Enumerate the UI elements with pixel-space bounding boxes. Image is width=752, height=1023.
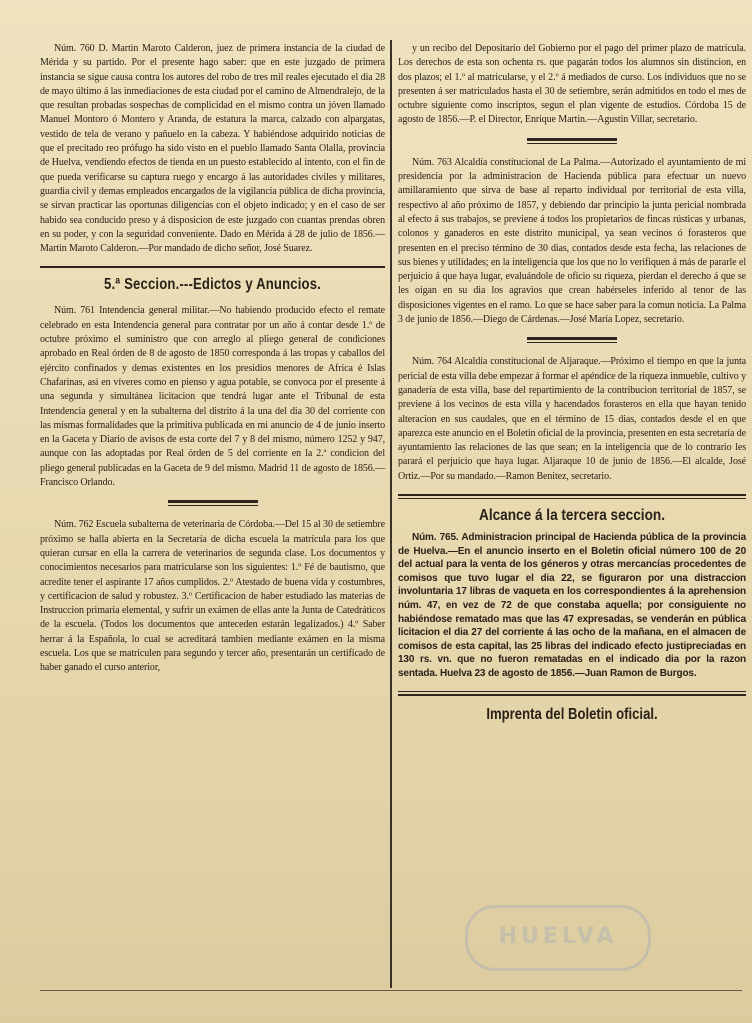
- separator-ornament: [527, 138, 617, 144]
- right-column: [398, 42, 746, 724]
- left-column: [40, 42, 385, 680]
- alcance-rule: [398, 494, 746, 499]
- separator-ornament: [527, 337, 617, 343]
- column-divider: [390, 40, 392, 988]
- entry-764: Núm. 764 Alcaldía constitucional de Aljaraque.—Próximo el tiempo en que la junta pericial de esta villa debe empezar á formar el apéndice de la riqueza inmueble, cultivo y ganadería de esta villa, base del repartimiento de la contribucion territorial de 1857, se previene á los vecinos de esta villa y hacendados forasteros en ella que hayan tenido alteracion en sus caudales, que en el término de 15 dias, contados desde el en que aparezca este anuncio en el Boletin oficial de la provincia, presenten en esta secretaría de ayuntamiento las relaciones de las que sean; en la inteligencia que de lo contrario les parará el perjuicio que haya lugar. Aljaraque 10 de junio de 1856.—El alcalde, José Ortiz.—Por su mandado.—Ramon Benitez, secretario.: [398, 356, 746, 482]
- entry-760: Núm. 760 D. Martin Maroto Calderon, juez de primera instancia de la ciudad de Mérida y su partido. Por el presente hago saber: que en este juzgado de primera instancia se sigue causa contra los autores del robo de tres mil reales ejecutado el dia 28 de mayo último á las inmediaciones de esta ciudad por el camino de Almendralejo, de la que resultan probadas sospechas de complicidad en el mismo contra un jóven llamado Manuel Montoro ó Montero y Aranda, de estatura la marca, calzado con alpargatas, vestido de tela de verano y pañuelo en la cabeza. Y habiéndose adquirido noticias de que el precitado reo prófugo ha sido visto en el pueblo llamado Santa Olalla, provincia de Huelva, vendiendo efectos de tienda en un puesto establecido al intento, con el fin de que pueda verificarse su captura ruego y encargo á las autoridades civiles y militares, guardia civil y demas empleados encargados de la vigilancia pública de dicha provincia, se sirvan practicar las oportunas diligencias con el objeto indicado; y en el caso de ser habido sea conducido preso y á disposicion de este juzgado con cuantas prendas obren en su poder, y con la seguridad conveniente. Dado en Mérida á 28 de julio de 1856.—Martin Maroto Calderon.—Por mandado de dicho señor, José Suarez.: [40, 43, 385, 255]
- separator-ornament: [168, 500, 258, 506]
- imprenta-footer: Imprenta del Boletin oficial.: [486, 705, 658, 723]
- entry-761: Núm. 761 Intendencia general militar.—No habiendo producido efecto el remate celebrado en esta Intendencia general para contratar por un año á contar desde 1.º de octubre próximo el suministro que con arreglo al pliego general de condiciones aprobado en Real órden de 8 de agosto de 1850 corresponda á las tropas y caballos del ejército confinados y demas existentes en los presidios menores de Africa é Islas Chafarinas, asi en víveres como en pienso y agua potable, se convoca por el presente á una segunda y simultánea licitacion que tendrá lugar ante el Tribunal de esta Intendencia general y en la subalterna del distrito á la una del dia 30 del corriente con las mismas formalidades que la primitiva publicada en mi anuncio de 4 de junio inserto en la Gaceta y Diario de avisos de esta corte del 7 y 8 del mismo, número 1252 y 947, aunque con las adoptadas por Real órden de 5 del corriente en la 2.ª condicion del pliego general publicadas en la Gaceta de 9 del mismo. Madrid 11 de agosto de 1856.—Francisco Orlando.: [40, 305, 385, 489]
- entry-765: Núm. 765. Administracion principal de Hacienda pública de la provincia de Huelva.—En el anuncio inserto en el Boletin oficial número 100 de 20 del actual para la venta de los géneros y otras mercancías procedentes de comisos que tuvo lugar el dia 22, se figuraron por una distraccion involuntaria 17 libras de vaqueta en los correspondientes á la aprehension núm. 47, en vez de 72 de que constaba aquella; por consiguiente no habiéndose rematado mas que las 47 expresadas, se venderán en pública licitacion el dia 27 del corriente á las ocho de la mañana, en el almacen de comisos de esta capital, las 25 libras del indicado efecto justipreciadas en 130 rs. vn. que no fueron rematadas en el indicado dia por la razon sentada. Huelva 23 de agosto de 1856.—Juan Ramon de Burgos.: [398, 532, 746, 679]
- section-rule: [40, 266, 385, 268]
- page-bottom-edge: [40, 990, 742, 991]
- imprenta-rule: [398, 691, 746, 696]
- alcance-title: Alcance á la tercera seccion.: [479, 507, 665, 525]
- library-stamp: HUELVA: [465, 905, 651, 971]
- section-title: 5.ª Seccion.---Edictos y Anuncios.: [104, 276, 321, 294]
- entry-762-continued: y un recibo del Depositario del Gobierno por el pago del primer plazo de matrícula. Los derechos de esta son ochenta rs. que pagarán todos los alumnos sin distincion, en dos plazos; el 1.º al matricularse, y el 2.º á mediados de curso. Los individuos que no se presenten á ser matriculados hasta el 30 de setiembre, serán admitidos en todo el mes de octubre siguiente como inscriptos, segun el plan vigente de estudios. Córdoba 15 de agosto de 1856.—P. el Director, Enrique Martin.—Agustin Villar, secretario.: [398, 43, 746, 126]
- entry-762: Núm. 762 Escuela subalterna de veterinaria de Córdoba.—Del 15 al 30 de setiembre próximo se halla abierta en la Secretaría de dicha escuela la matrícula para los que quieran cursar en ella la carrera de veterinarios de segunda clase. Los documentos y conocimientos necesarios para matricularse son los siguientes: 1.º Fé de bautismo, que acredite tener el aspirante 17 años cumplidos. 2.º Atestado de buena vida y costumbres, y certificacion de salud y robustez. 3.º Certificacion de haber estudiado las materias de Instruccion primaria elemental, y sufrir un exámen de ellas ante la Junta de Catedráticos de la escuela. (Todos los documentos que anteceden estarán legalizados.) 4.º Saber herrar á la Española, lo cual se acreditará tambien mediante exámen en la misma escuela. Los que se matriculen para segundo y tercer año, presentarán un certificado de haber ganado el curso anterior,: [40, 519, 385, 674]
- entry-763: Núm. 763 Alcaldía constitucional de La Palma.—Autorizado el ayuntamiento de mi presidencia por la administracion de Hacienda pública para efectuar un nuevo amillaramiento que sirva de base al reparto individual por territorial de esta villa, respectivo al año próximo de 1857, y debiendo dar principio la junta pericial nombrada al efecto á sus trabajos, se previene á todos los propietarios de fincas rústicas y urbanas, colonos y ganaderos en este distrito municipal, ya sean vecinos ó forasteros que presenten en el preciso término de 30 dias, contados desde esta fecha, las relaciones de sus bienes y utilidades; en la inteligencia que los que no lo verifiquen á más de pararle el perjuicio á que haya lugar, evaluándole de oficio su riqueza, pierdan el derecho á que se les oigan en su dia los agravios que crean habérseles inferido al tenor de las disposiciones vigentes en el ramo. Lo que se hace saber para la comun noticia. La Palma 3 de junio de 1856.—Diego de Cárdenas.—José María Lopez, secretario.: [398, 156, 746, 326]
